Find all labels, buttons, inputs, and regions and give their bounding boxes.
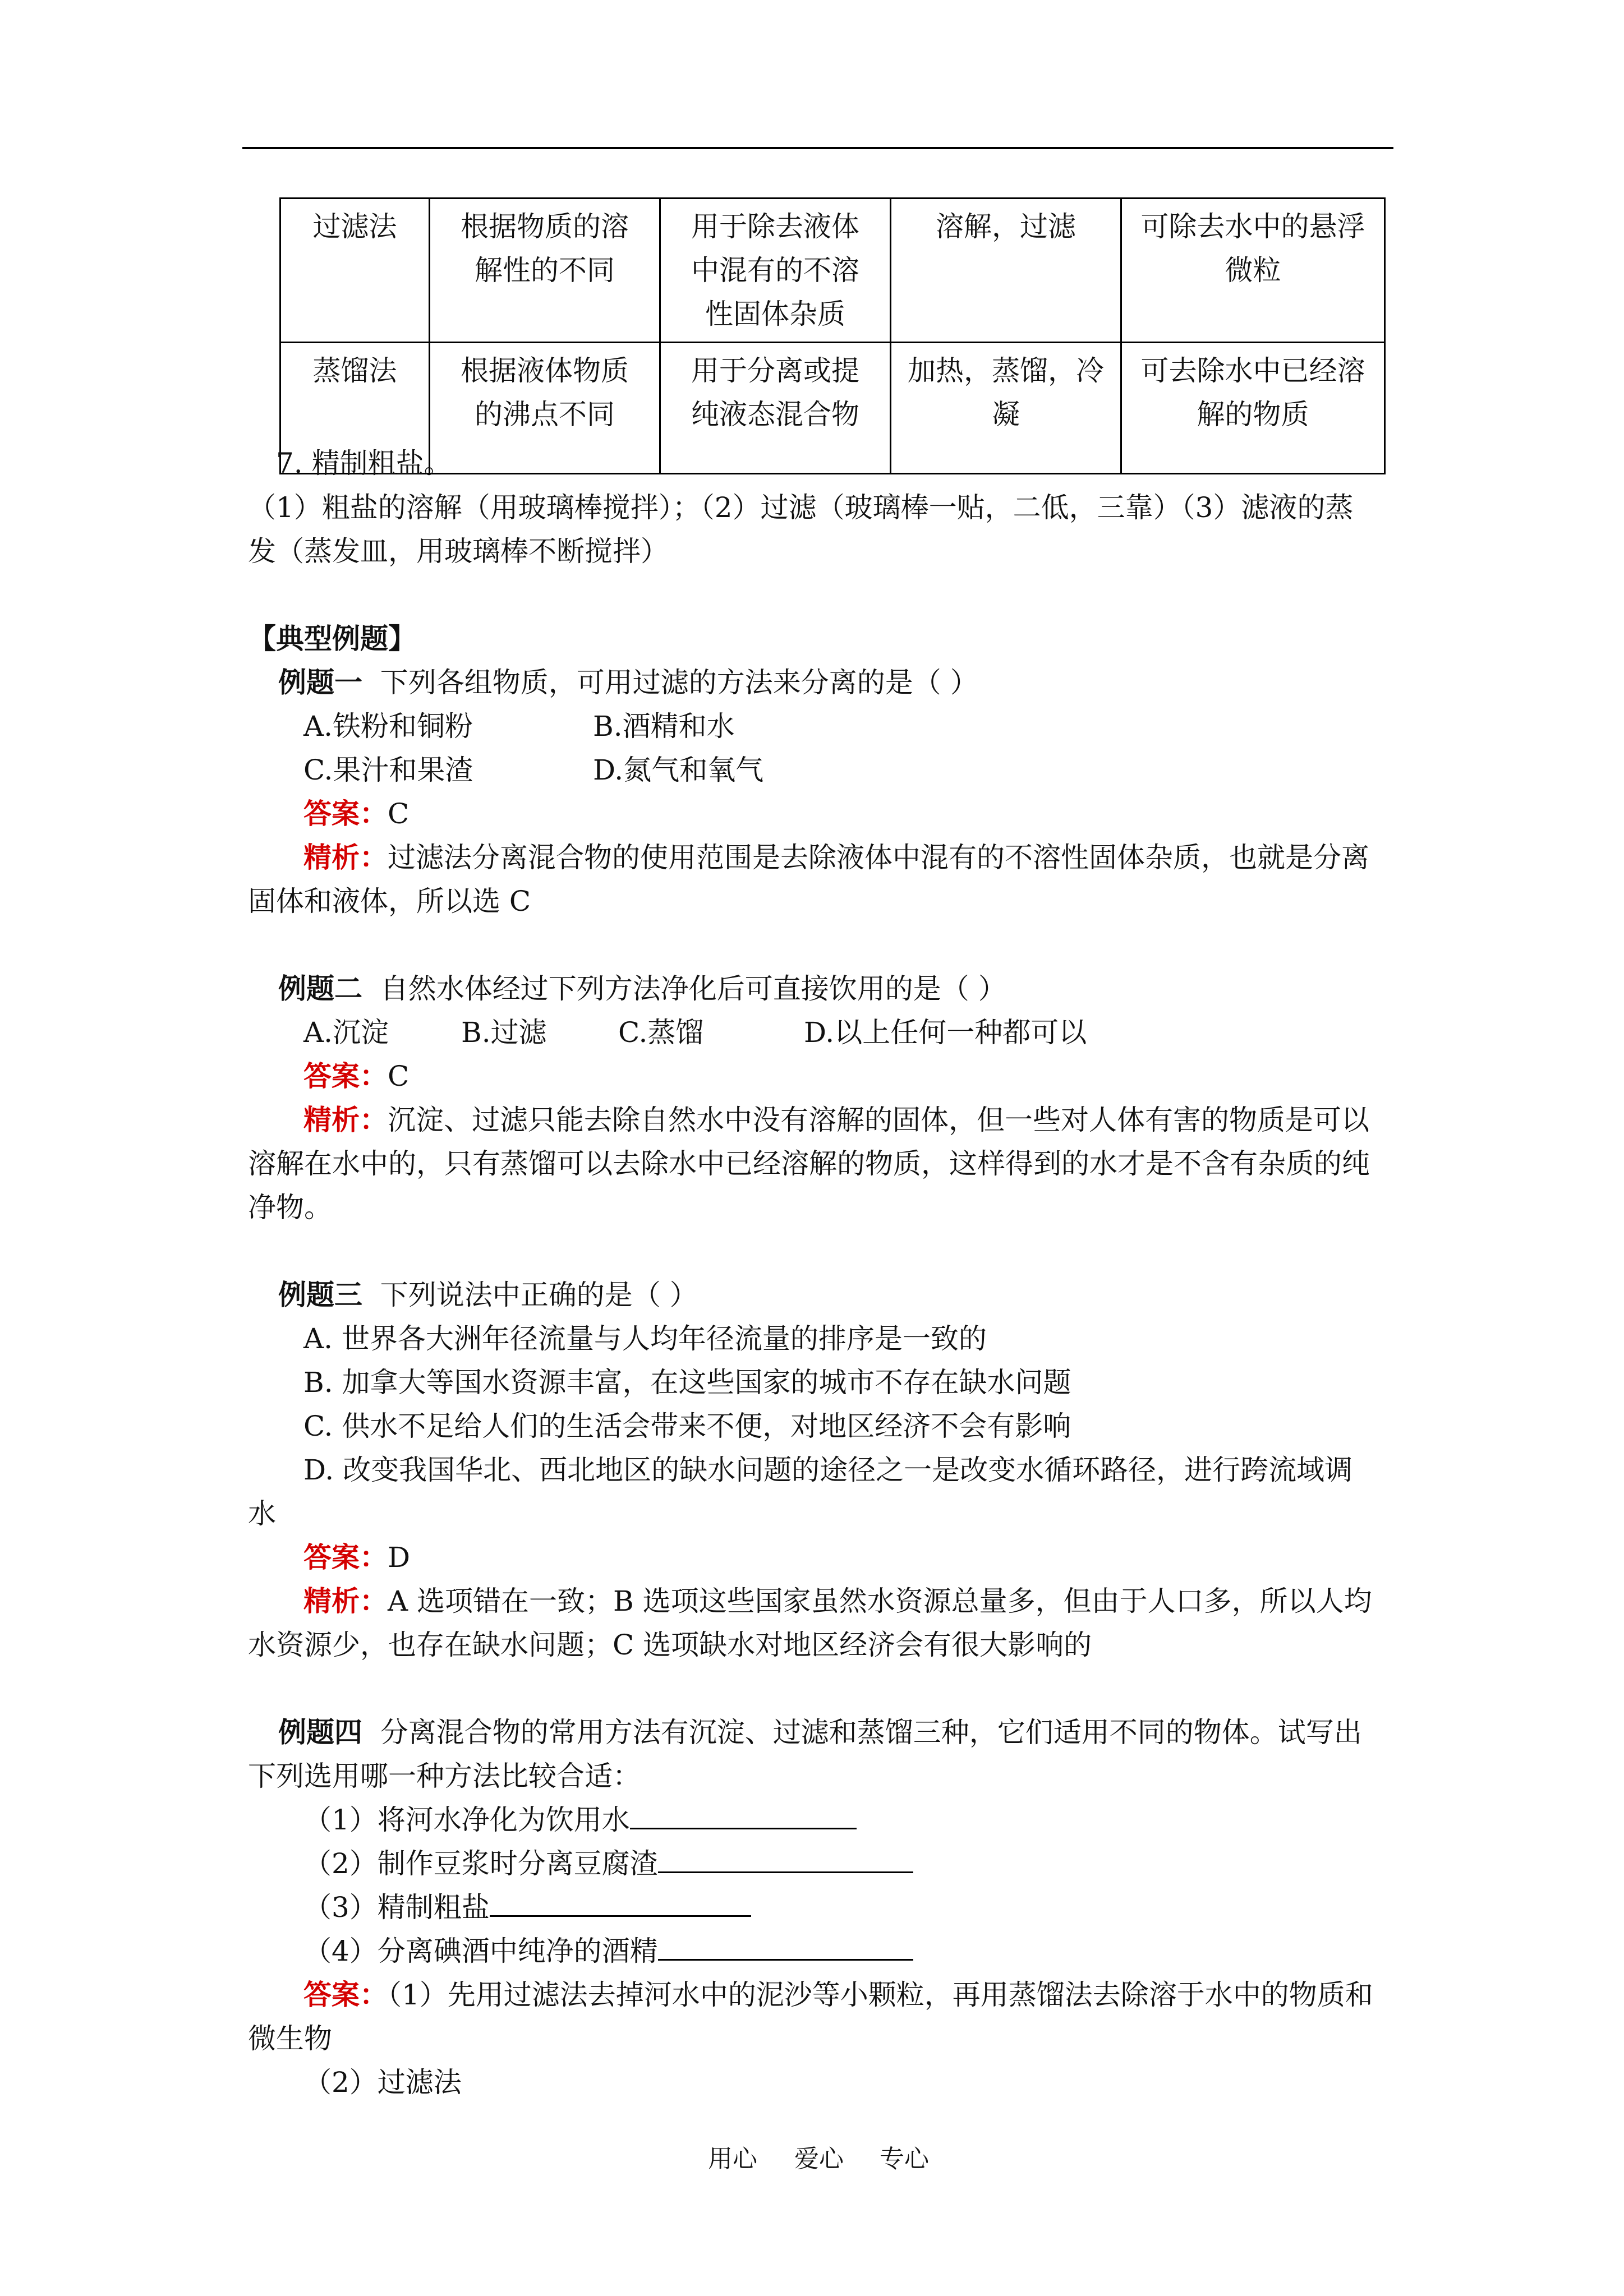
methods-table: [279, 197, 1386, 474]
ex1-answer: [303, 792, 409, 836]
ex2-question: 自然水体经过下列方法净化后可直接饮用的是（ ）: [380, 972, 1006, 1005]
method-use-cell: 用于除去液体 中混有的不溶 性固体杂质: [660, 199, 891, 343]
ex3-analysis-label: 精析：: [303, 1584, 388, 1617]
ex3-option-d-line2: 水: [248, 1497, 276, 1530]
ex3-option-c: C. 供水不足给人们的生活会带来不便，对地区经济不会有影响: [303, 1410, 1071, 1442]
ex1-question-line: [278, 661, 978, 704]
ex1-answer-value: C: [388, 797, 410, 830]
ex2-question-line: [278, 967, 1006, 1011]
ex4-answer-line2: 微生物: [248, 2022, 332, 2055]
ex4-blank-3[interactable]: [490, 1886, 751, 1917]
ex4-question: 分离混合物的常用方法有沉淀、过滤和蒸馏三种，它们适用不同的物体。试写出: [380, 1716, 1362, 1749]
ex3-answer-label: 答案：: [303, 1541, 388, 1574]
method-ops-cell: 溶解，过滤: [891, 199, 1121, 343]
header-rule: [242, 147, 1393, 149]
ex4-question-line1: [278, 1711, 1362, 1754]
method-name-cell: 蒸馏法: [280, 343, 430, 474]
ex4-answer-line3: （2）过滤法: [303, 2066, 462, 2099]
ex3-analysis-line1: 精析：A 选项错在一致；B 选项这些国家虽然水资源总量多，但由于人口多，所以人均: [303, 1584, 1372, 1617]
method-basis-cell: 根据液体物质 的沸点不同: [430, 343, 660, 474]
ex3-question: 下列说法中正确的是（ ）: [380, 1279, 698, 1311]
ex4-label: 例题四: [278, 1716, 362, 1749]
ex2-answer-label: 答案：: [303, 1059, 388, 1092]
ex4-blank-4[interactable]: [658, 1930, 913, 1961]
ex2-answer: [303, 1054, 409, 1098]
ex4-subquestion-2: （2）制作豆浆时分离豆腐渣: [303, 1842, 913, 1885]
ex3-answer: [303, 1536, 410, 1579]
ex1-answer-label: 答案：: [303, 797, 388, 830]
ex2-option-c: C.蒸馏: [618, 1016, 704, 1049]
ex2-option-d: D.以上任何一种都可以: [804, 1016, 1087, 1049]
footer-word-1: 用心: [708, 2145, 757, 2173]
ex4-blank-2[interactable]: [658, 1842, 913, 1873]
table-row: [280, 199, 1385, 343]
ex2-analysis-label: 精析：: [303, 1103, 388, 1136]
ex3-question-line: [278, 1273, 698, 1317]
ex3-answer-value: D: [388, 1541, 411, 1574]
method-basis-cell: 根据物质的溶 解性的不同: [430, 199, 660, 343]
ex2-option-b: B.过滤: [461, 1016, 547, 1049]
ex2-analysis-line2: 溶解在水中的，只有蒸馏可以去除水中已经溶解的物质，这样得到的水才是不含有杂质的纯: [248, 1147, 1370, 1180]
ex2-analysis-line3: 净物。: [248, 1191, 332, 1224]
footer-word-3: 专心: [880, 2145, 929, 2173]
ex4-answer-line1: 答案：（1）先用过滤法去掉河水中的泥沙等小颗粒，再用蒸馏法去除溶于水中的物质和: [303, 1978, 1373, 2011]
ex1-label: 例题一: [278, 666, 362, 699]
ex3-option-a: A. 世界各大洲年径流量与人均年径流量的排序是一致的: [303, 1322, 987, 1355]
ex4-subquestion-3: （3）精制粗盐: [303, 1885, 751, 1929]
ex2-label: 例题二: [278, 972, 362, 1005]
ex1-option-b: B.酒精和水: [593, 710, 735, 743]
ex3-analysis-line2: 水资源少，也存在缺水问题；C 选项缺水对地区经济会有很大影响的: [248, 1629, 1092, 1661]
section-title: 【典型例题】: [248, 622, 416, 655]
method-effect-cell: 可除去水中的悬浮 微粒: [1121, 199, 1385, 343]
ex4-subquestion-4: （4）分离碘酒中纯净的酒精: [303, 1929, 913, 1973]
ex3-label: 例题三: [278, 1278, 362, 1311]
ex1-question: 下列各组物质，可用过滤的方法来分离的是（ ）: [380, 666, 978, 699]
ex1-analysis-line1: 精析：过滤法分离混合物的使用范围是去除液体中混有的不溶性固体杂质，也就是分离: [303, 841, 1369, 874]
ex2-analysis-line1: 精析：沉淀、过滤只能去除自然水中没有溶解的固体，但一些对人体有害的物质是可以: [303, 1103, 1369, 1136]
ex4-answer-label: 答案：: [303, 1978, 388, 2011]
ex4-subquestion-1: （1）将河水净化为饮用水: [303, 1798, 857, 1842]
method-effect-cell: 可去除水中已经溶 解的物质: [1121, 343, 1385, 474]
footer-word-2: 爱心: [794, 2145, 844, 2173]
method-use-cell: 用于分离或提 纯液态混合物: [660, 343, 891, 474]
ex1-analysis-line2: 固体和液体，所以选 C: [248, 885, 531, 918]
ex4-question-line2: 下列选用哪一种方法比较合适：: [248, 1760, 641, 1792]
ex1-option-d: D.氮气和氧气: [593, 754, 764, 786]
ex1-option-c: C.果汁和果渣: [303, 754, 473, 786]
item7-line2: 发（蒸发皿，用玻璃棒不断搅拌）: [248, 535, 669, 568]
ex2-answer-value: C: [388, 1060, 410, 1092]
ex1-option-a: A.铁粉和铜粉: [303, 710, 473, 743]
item7-line1: （1）粗盐的溶解（用玻璃棒搅拌）；（2）过滤（玻璃棒一贴，二低，三靠）（3）滤液的蒸: [248, 491, 1354, 524]
ex3-option-d-line1: D. 改变我国华北、西北地区的缺水问题的途径之一是改变水循环路径，进行跨流域调: [303, 1454, 1353, 1486]
ex1-analysis-label: 精析：: [303, 841, 388, 874]
ex3-option-b: B. 加拿大等国水资源丰富，在这些国家的城市不存在缺水问题: [303, 1366, 1071, 1399]
ex2-option-a: A.沉淀: [303, 1016, 389, 1049]
ex4-blank-1[interactable]: [630, 1799, 857, 1829]
method-ops-cell: 加热，蒸馏，冷 凝: [891, 343, 1121, 474]
method-name-cell: 过滤法: [280, 199, 430, 343]
item7-title: 7. 精制粗盐。: [276, 447, 452, 480]
